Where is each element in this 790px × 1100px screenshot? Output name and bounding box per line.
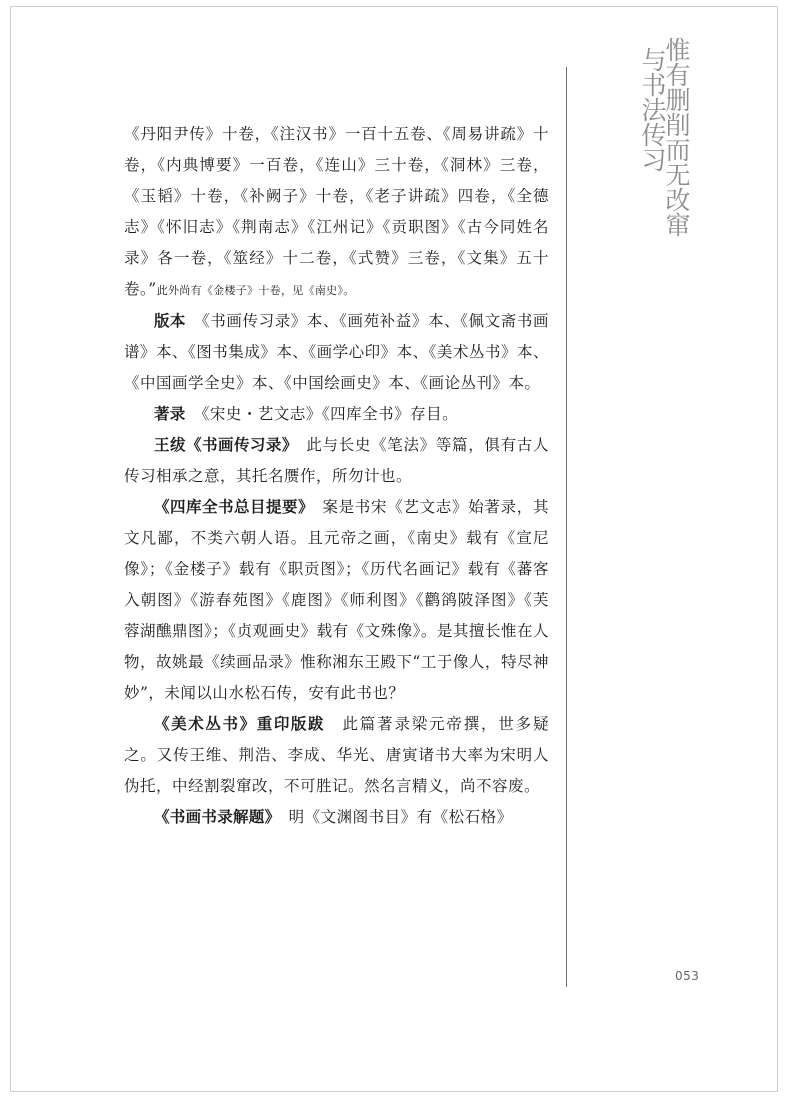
book-page <box>10 6 778 1092</box>
calligraphy-column-1: 惟有删削而无改窜 <box>662 37 691 237</box>
text-run: 此与长史《笔法》等篇，俱有古人传习相承之意，其托名赝作，所勿计也。 <box>124 436 549 485</box>
paragraph-4 <box>124 430 549 492</box>
section-heading: 《美术丛书》重印版跋 <box>154 715 326 733</box>
paragraph-5 <box>124 492 549 709</box>
page-number: 053 <box>675 969 700 983</box>
body-text <box>124 119 549 833</box>
paragraph-3 <box>124 399 549 430</box>
text-run: 《书画传习录》本、《画苑补益》本、《佩文斋书画谱》本、《图书集成》本、《画学心印》本、《美术丛书》本、《中国画学全史》本、《中国绘画史》本、《画论丛刊》本。 <box>124 312 549 392</box>
text-run: 《丹阳尹传》十卷，《注汉书》一百十五卷、《周易讲疏》十卷，《内典博要》一百卷，《连山》三十卷，《洞林》三卷，《玉韬》十卷，《补阙子》十卷，《老子讲疏》四卷，《全德志》《怀旧志》《荆南志》《江州记》《贡职图》《古今同姓名录》各一卷，《筮经》十二卷，《式赞》三卷，《文集》五十卷。” <box>124 125 549 298</box>
paragraph-1 <box>124 119 549 306</box>
vertical-divider <box>566 67 567 987</box>
text-run: 此篇著录梁元帝撰，世多疑之。又传王维、荆浩、李成、华光、唐寅诸书大率为宋明人伪托，中经割裂窜改，不可胜记。然名言精义，尚不容废。 <box>124 715 549 795</box>
calligraphy-column-2: 与书法传习 <box>638 47 667 172</box>
annotation-note: 此外尚有《金楼子》十卷，见《南史》。 <box>156 284 355 297</box>
side-calligraphy-title <box>638 37 691 417</box>
section-heading: 版本 <box>154 312 186 330</box>
paragraph-2 <box>124 306 549 399</box>
section-heading: 王绂《书画传习录》 <box>154 436 291 454</box>
paragraph-7 <box>124 802 549 833</box>
text-run: 明《文渊阁书目》有《松石格》 <box>272 808 513 826</box>
section-heading: 《四库全书总目提要》 <box>154 498 307 516</box>
section-heading: 著录 <box>154 405 186 423</box>
text-run: 《宋史・艺文志》《四库全书》存目。 <box>185 405 459 423</box>
paragraph-6 <box>124 709 549 802</box>
section-heading: 《书画书录解题》 <box>154 808 273 826</box>
text-run: 案是书宋《艺文志》始著录，其文凡鄙，不类六朝人语。且元帝之画，《南史》载有《宣尼像》；《金楼子》载有《职贡图》；《历代名画记》载有《蕃客入朝图》《游春苑图》《鹿图》《师利图》《鹳鹆陂泽图》《芙蓉湖醮鼎图》；《贞观画史》载有《文殊像》。是其擅长惟在人物，故姚最《续画品录》惟称湘东王殿下“工于像人，特尽神妙”，未闻以山水松石传，安有此书也？ <box>124 498 549 702</box>
